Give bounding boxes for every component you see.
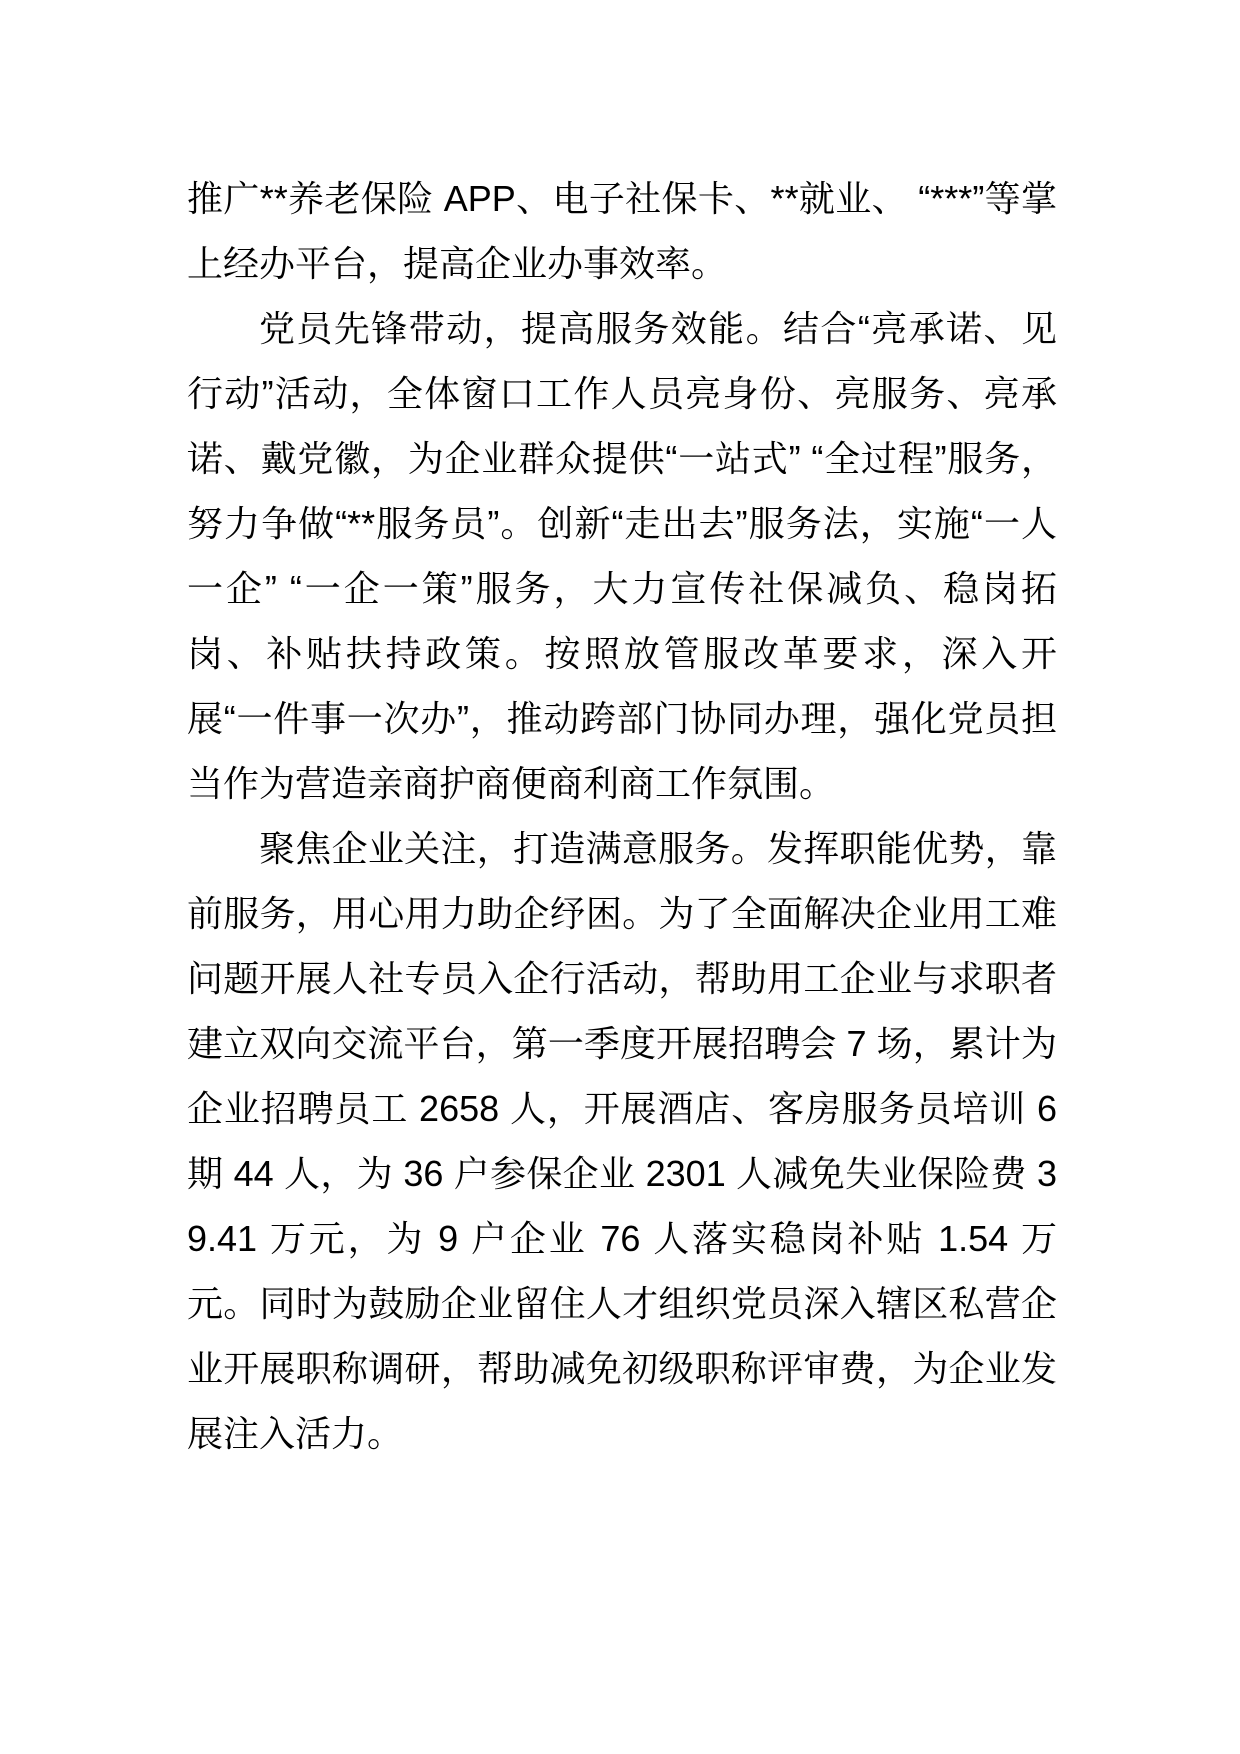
paragraph-party-vanguard-service: 党员先锋带动，提高服务效能。结合“亮承诺、见行动”活动，全体窗口工作人员亮身份、亮服务、亮承诺、戴党徽，为企业群众提供“一站式” “全过程”服务，努力争做“**服务员”。创新“走出去”服务法，实施“一人一企” “一企一策”服务，大力宣传社保减负、稳岗拓岗、补贴扶持政策。按照放管服改革要求，深入开展“一件事一次办”，推动跨部门协同办理，强化党员担当作为营造亲商护商便商利商工作氛围。 bbox=[187, 308, 1057, 804]
document-body bbox=[187, 166, 1057, 1466]
paragraph-platform-continuation: 推广**养老保险 APP、电子社保卡、**就业、 “***”等掌上经办平台，提高企业办事效率。 bbox=[187, 178, 1057, 284]
paragraph-enterprise-focus-service: 聚焦企业关注，打造满意服务。发挥职能优势，靠前服务，用心用力助企纾困。为了全面解决企业用工难问题开展人社专员入企行活动，帮助用工企业与求职者建立双向交流平台，第一季度开展招聘会 7 场，累计为企业招聘员工 2658 人，开展酒店、客房服务员培训 6 期 44 人，为 36 户参保企业 2301 人减免失业保险费 39.41 万元，为 9 户企业 76 人落实稳岗补贴 1.54 万元。同时为鼓励企业留住人才组织党员深入辖区私营企业开展职称调研，帮助减免初级职称评审费，为企业发展注入活力。 bbox=[187, 828, 1057, 1454]
